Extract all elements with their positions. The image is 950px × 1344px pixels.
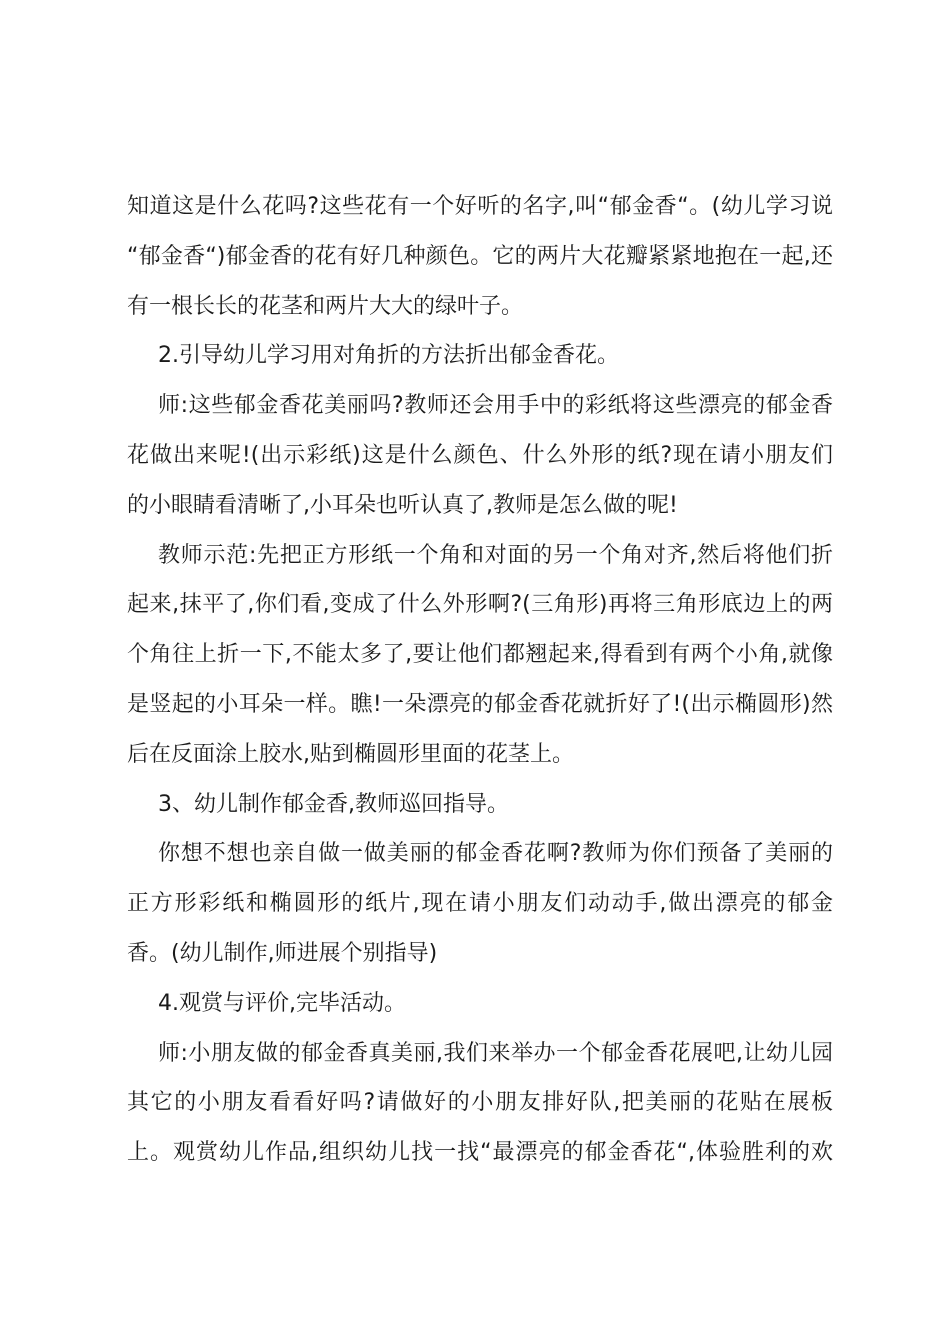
text-line-14: 你想不想也亲自做一做美丽的郁金香花啊?教师为你们预备了美丽的 [158,841,833,867]
text-line-3: 有一根长长的花茎和两片大大的绿叶子。 [127,293,524,319]
section-heading-4: 4.观赏与评价,完毕活动。 [158,990,406,1016]
text-line-18: 师:小朋友做的郁金香真美丽,我们来举办一个郁金香花展吧,让幼儿园 [158,1040,833,1066]
section-heading-3: 3、幼儿制作郁金香,教师巡回指导。 [158,791,509,817]
section-heading-2: 2.引导幼儿学习用对角折的方法折出郁金香花。 [158,343,619,369]
document-body [127,182,833,1178]
text-line-15: 正方形彩纸和椭圆形的纸片,现在请小朋友们动动手,做出漂亮的郁金 [127,891,833,917]
text-line-19: 其它的小朋友看看好吗?请做好的小朋友排好队,把美丽的花贴在展板 [127,1090,833,1116]
text-line-10: 个角往上折一下,不能太多了,要让他们都翘起来,得看到有两个小角,就像 [127,642,833,668]
text-line-12: 后在反面涂上胶水,贴到椭圆形里面的花茎上。 [127,741,574,767]
text-line-9: 起来,抹平了,你们看,变成了什么外形啊?(三角形)再将三角形底边上的两 [127,592,833,618]
text-line-11: 是竖起的小耳朵一样。瞧!一朵漂亮的郁金香花就折好了!(出示椭圆形)然 [127,691,833,717]
text-line-7: 的小眼睛看清晰了,小耳朵也听认真了,教师是怎么做的呢! [127,492,678,518]
text-line-5: 师:这些郁金香花美丽吗?教师还会用手中的彩纸将这些漂亮的郁金香 [158,393,833,419]
text-line-2: “郁金香“)郁金香的花有好几种颜色。它的两片大花瓣紧紧地抱在一起,还 [127,243,833,269]
text-line-8: 教师示范:先把正方形纸一个角和对面的另一个角对齐,然后将他们折 [158,542,833,568]
text-line-16: 香。(幼儿制作,师进展个别指导) [127,940,438,966]
text-line-20: 上。观赏幼儿作品,组织幼儿找一找“最漂亮的郁金香花“,体验胜利的欢 [127,1140,833,1166]
text-line-6: 花做出来呢!(出示彩纸)这是什么颜色、什么外形的纸?现在请小朋友们 [127,442,833,468]
text-line-1: 知道这是什么花吗?这些花有一个好听的名字,叫“郁金香“。(幼儿学习说 [127,194,833,219]
